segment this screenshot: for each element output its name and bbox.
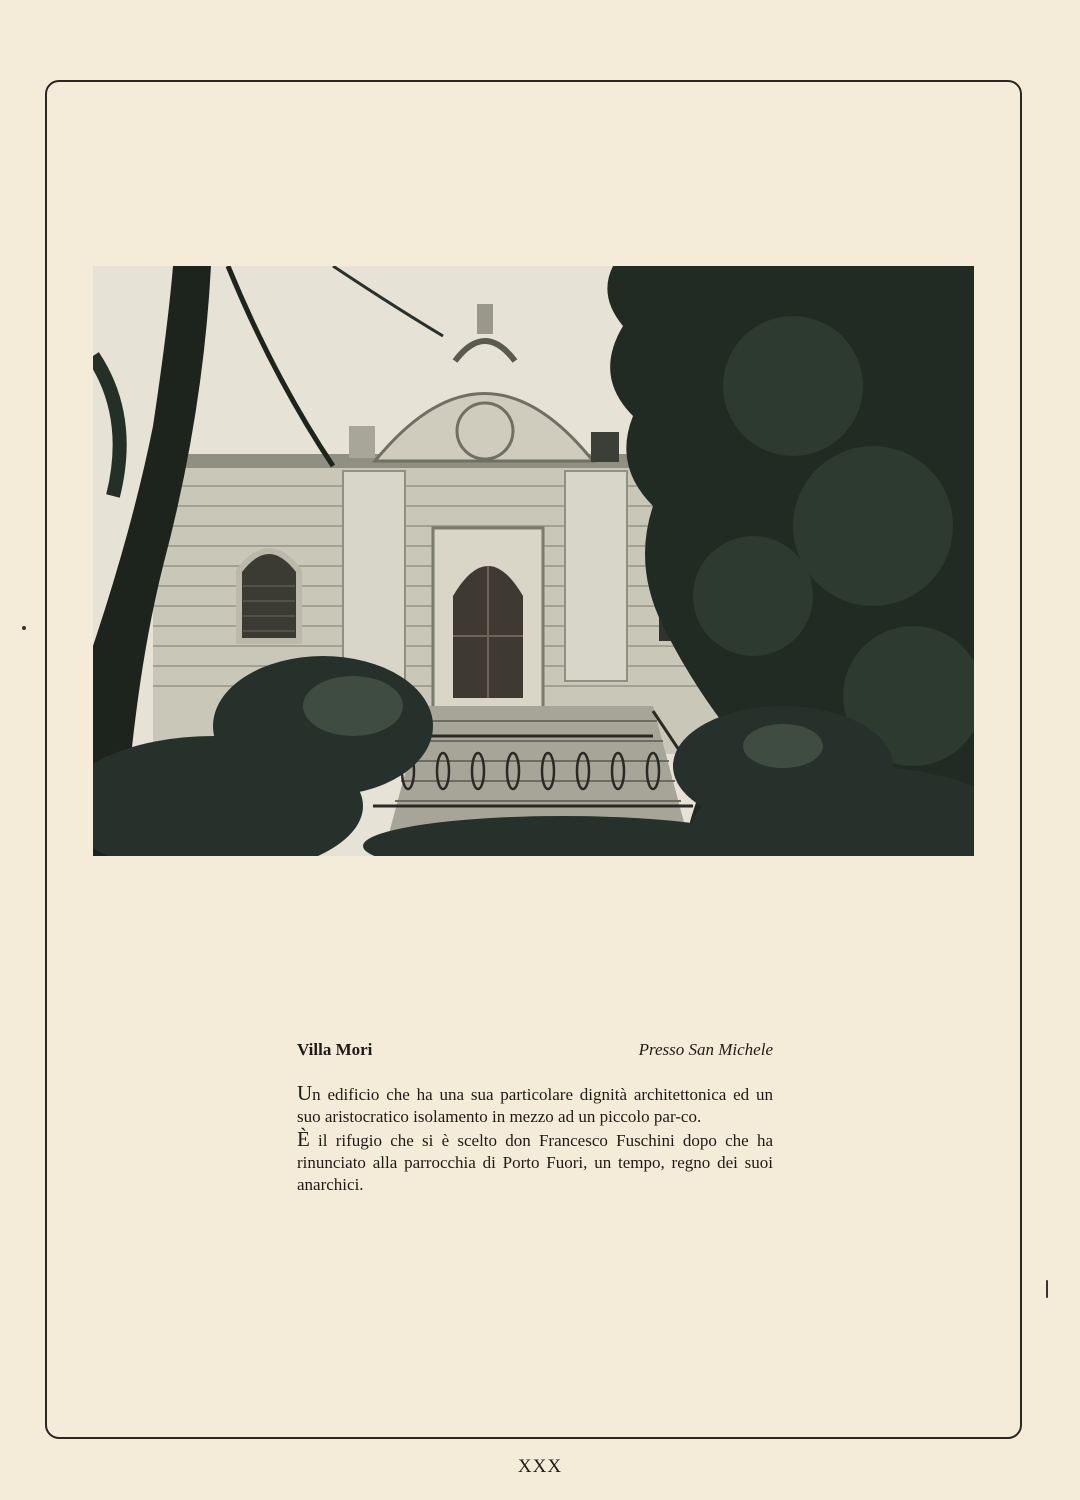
caption-title: Villa Mori [297,1040,373,1059]
caption-body [297,1082,773,1196]
paper-speck [22,626,26,630]
photo-caption [297,1040,773,1196]
caption-paragraph: È il rifugio che si è scelto don Francesco Fuschini dopo che ha rinunciato alla parrocchia di Porto Fuori, un tempo, regno dei suoi anarchici. [297,1127,773,1194]
villa-photograph-drawing [93,266,974,856]
caption-paragraph: Un edificio che ha una sua particolare dignità architettonica ed un suo aristocratico isolamento in mezzo ad un piccolo par-co. [297,1081,773,1126]
caption-header [297,1040,773,1060]
caption-location: Presso San Michele [638,1040,773,1059]
villa-photograph [93,266,974,856]
paper-speck [1046,1280,1048,1298]
page-number: XXX [517,1456,563,1477]
